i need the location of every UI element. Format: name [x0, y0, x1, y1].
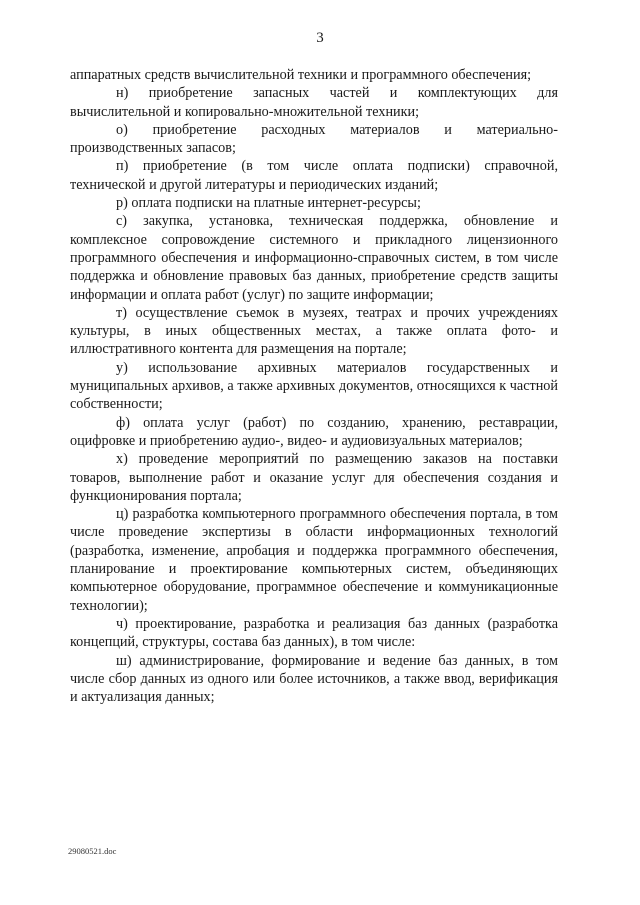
paragraph-item-t: т) осуществление съемок в музеях, театрах и прочих учреждениях культуры, в иных общественных местах, а также оплата фото- и иллюстративного контента для размещения на портале; [70, 304, 558, 358]
page-number: 3 [316, 30, 324, 46]
paragraph-item-ch: ч) проектирование, разработка и реализация баз данных (разработка концепций, структуры, состава баз данных), в том числе: [70, 615, 558, 651]
footer-doc-code: 29080521.doc [68, 846, 117, 856]
paragraph-item-n: н) приобретение запасных частей и комплектующих для вычислительной и копировально-множительной техники; [70, 85, 558, 120]
paragraph-item-kh: х) проведение мероприятий по размещению заказов на поставки товаров, выполнение работ и оказание услуг для обеспечения создания и функционирования портала; [70, 451, 558, 504]
paragraph-continuation: аппаратных средств вычислительной техники и программного обеспечения; [70, 67, 532, 83]
paragraph-item-r: р) оплата подписки на платные интернет-ресурсы; [116, 195, 421, 212]
paragraph-item-p: п) приобретение (в том числе оплата подписки) справочной, технической и другой литературы и периодических изданий; [70, 158, 558, 193]
paragraph-item-f: ф) оплата услуг (работ) по созданию, хранению, реставрации, оцифровке и приобретению аудио-, видео- и аудиовизуальных материалов; [70, 414, 558, 449]
paragraph-item-u: у) использование архивных материалов государственных и муниципальных архивов, а также архивных документов, относящихся к частной собственности; [70, 359, 558, 413]
paragraph-item-sh: ш) администрирование, формирование и ведение баз данных, в том числе сбор данных из одного или более источников, а также ввод, верификация и актуализация данных; [70, 652, 558, 706]
paragraph-item-ts: ц) разработка компьютерного программного обеспечения портала, в том числе проведение экспертизы в области информационных технологий (разработка, изменение, апробация и поддержка программного обеспечения, планирование и проектирование компьютерных систем, объединяющих компьютерное оборудование, программное обеспечение и коммуникационные технологии); [70, 506, 558, 614]
paragraph-item-s: с) закупка, установка, техническая поддержка, обновление и комплексное сопровождение системного и прикладного лицензионного программного обеспечения и информационно-справочных систем, в том числе поддержка и обновление правовых баз данных, приобретение средств защиты информации и оплата работ (услуг) по защите информации; [70, 213, 558, 303]
document-body [70, 66, 558, 706]
paragraph-item-o: о) приобретение расходных материалов и материально-производственных запасов; [70, 121, 558, 157]
